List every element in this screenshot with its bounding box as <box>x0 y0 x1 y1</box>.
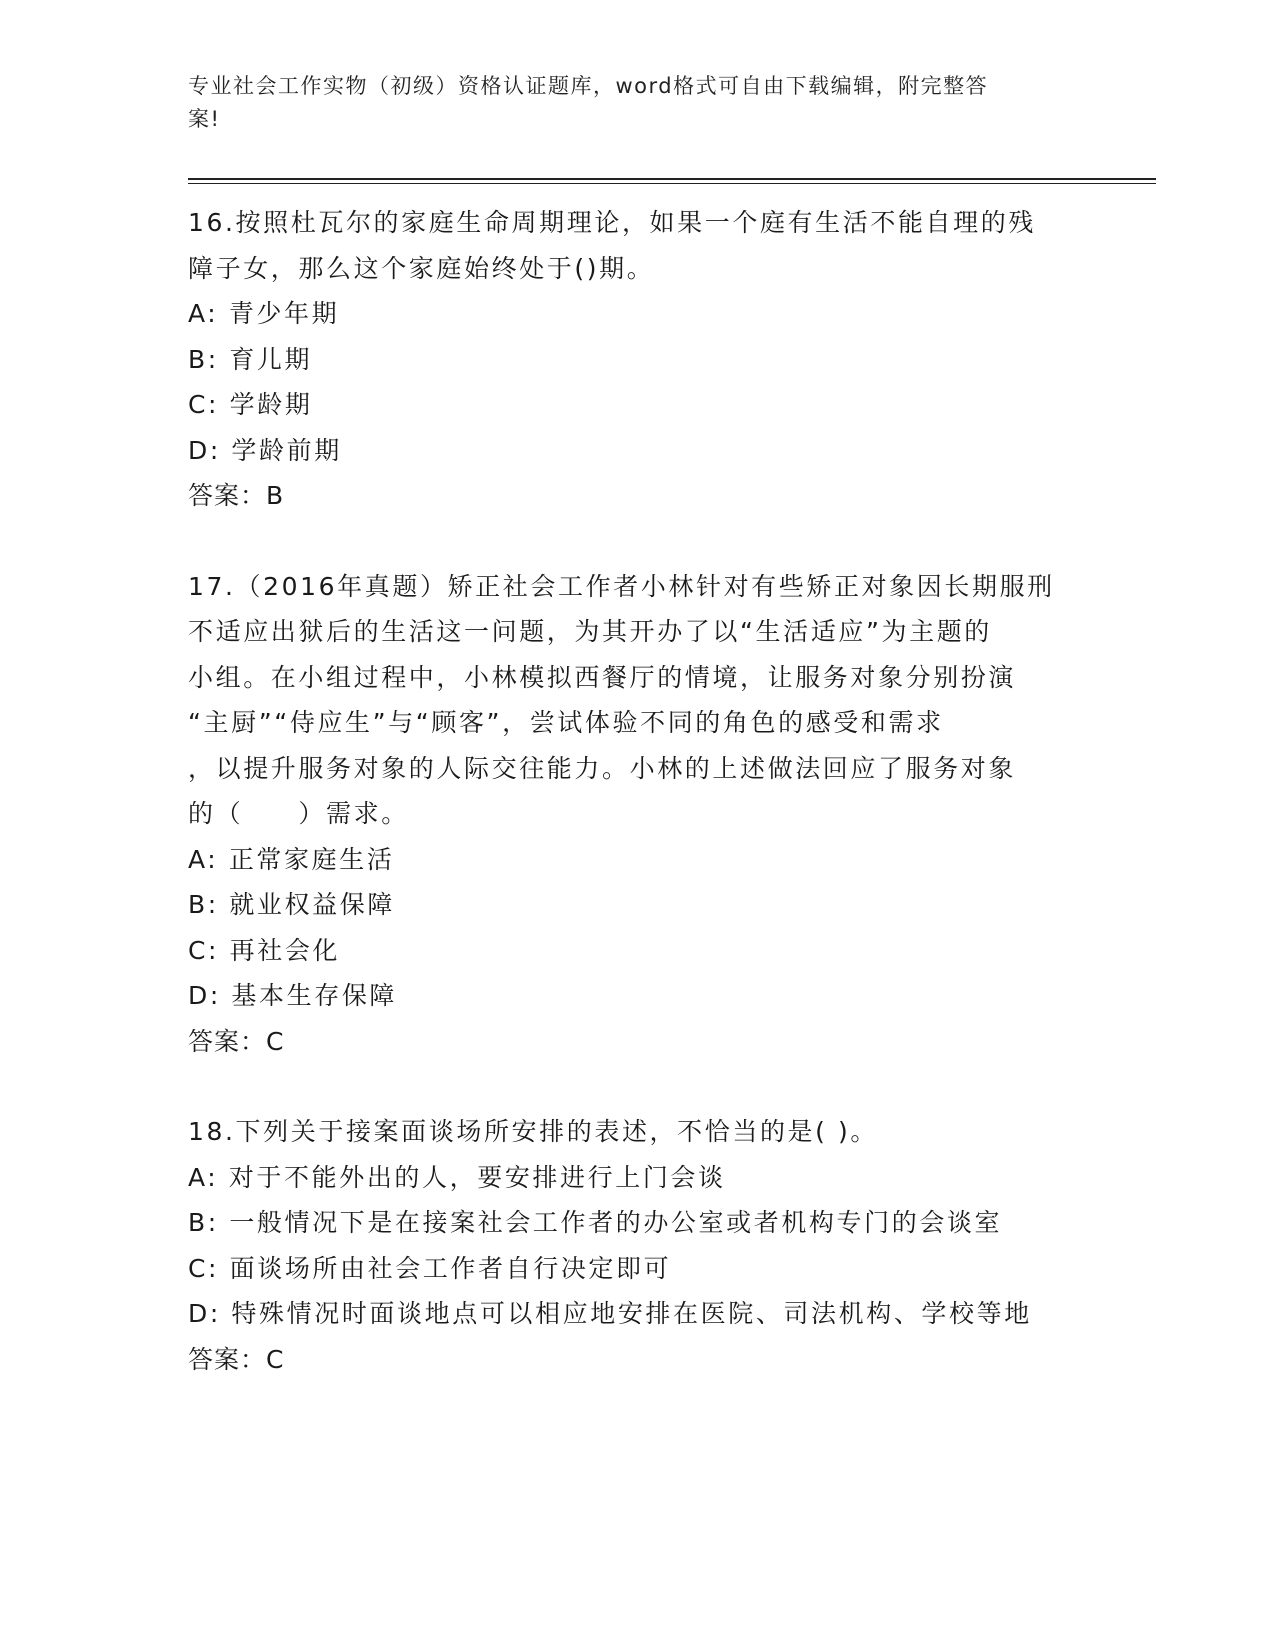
option-c: C: 学龄期 <box>188 390 313 419</box>
option-d: D: 基本生存保障 <box>188 981 398 1010</box>
question-16 <box>188 200 1158 519</box>
question-18 <box>188 1109 1158 1382</box>
question-text <box>188 1109 1088 1155</box>
header-divider <box>188 178 1156 184</box>
option-a: A: 对于不能外出的人，要安排进行上门会谈 <box>188 1162 726 1192</box>
question-line: 小组。在小组过程中，小林模拟西餐厅的情境，让服务对象分别扮演 <box>188 662 1017 692</box>
header-line-1: 专业社会工作实物（初级）资格认证题库，word格式可自由下载编辑，附完整答 <box>188 74 989 98</box>
document-header <box>188 70 1068 136</box>
option-c: C: 再社会化 <box>188 935 341 965</box>
answer-line: 答案：C <box>188 1344 285 1374</box>
option-b: B: 就业权益保障 <box>188 890 395 919</box>
question-text <box>188 200 1088 291</box>
question-line: 不适应出狱后的生活这一问题，为其开办了以“生活适应”为主题的 <box>188 617 992 646</box>
question-spacer <box>188 519 1158 564</box>
header-line-2: 案! <box>188 107 221 131</box>
question-line: ，以提升服务对象的人际交往能力。小林的上述做法回应了服务对象 <box>188 753 1017 783</box>
question-line: 18.下列关于接案面谈场所安排的表述，不恰当的是( )。 <box>188 1117 879 1146</box>
option-d: D: 学龄前期 <box>188 435 342 465</box>
question-spacer <box>188 1064 1158 1109</box>
option-d: D: 特殊情况时面谈地点可以相应地安排在医院、司法机构、学校等地 <box>188 1299 1032 1328</box>
answer-line: 答案：B <box>188 481 285 510</box>
option-c: C: 面谈场所由社会工作者自行决定即可 <box>188 1253 672 1283</box>
question-line: 16.按照杜瓦尔的家庭生命周期理论，如果一个庭有生活不能自理的残 <box>188 208 1036 237</box>
question-line: 的（ ）需求。 <box>188 799 409 828</box>
question-17 <box>188 564 1158 1065</box>
option-b: B: 一般情况下是在接案社会工作者的办公室或者机构专门的会谈室 <box>188 1208 1003 1237</box>
question-line: 17.（2016年真题）矫正社会工作者小林针对有些矫正对象因长期服刑 <box>188 571 1055 601</box>
question-line: “主厨”“侍应生”与“顾客”，尝试体验不同的角色的感受和需求 <box>188 708 944 737</box>
answer-line: 答案：C <box>188 1026 285 1056</box>
option-b: B: 育儿期 <box>188 344 313 374</box>
option-a: A: 正常家庭生活 <box>188 844 395 874</box>
document-page <box>188 70 1158 1382</box>
question-text <box>188 564 1088 837</box>
question-line: 障子女，那么这个家庭始终处于()期。 <box>188 253 655 283</box>
option-a: A: 青少年期 <box>188 299 340 328</box>
